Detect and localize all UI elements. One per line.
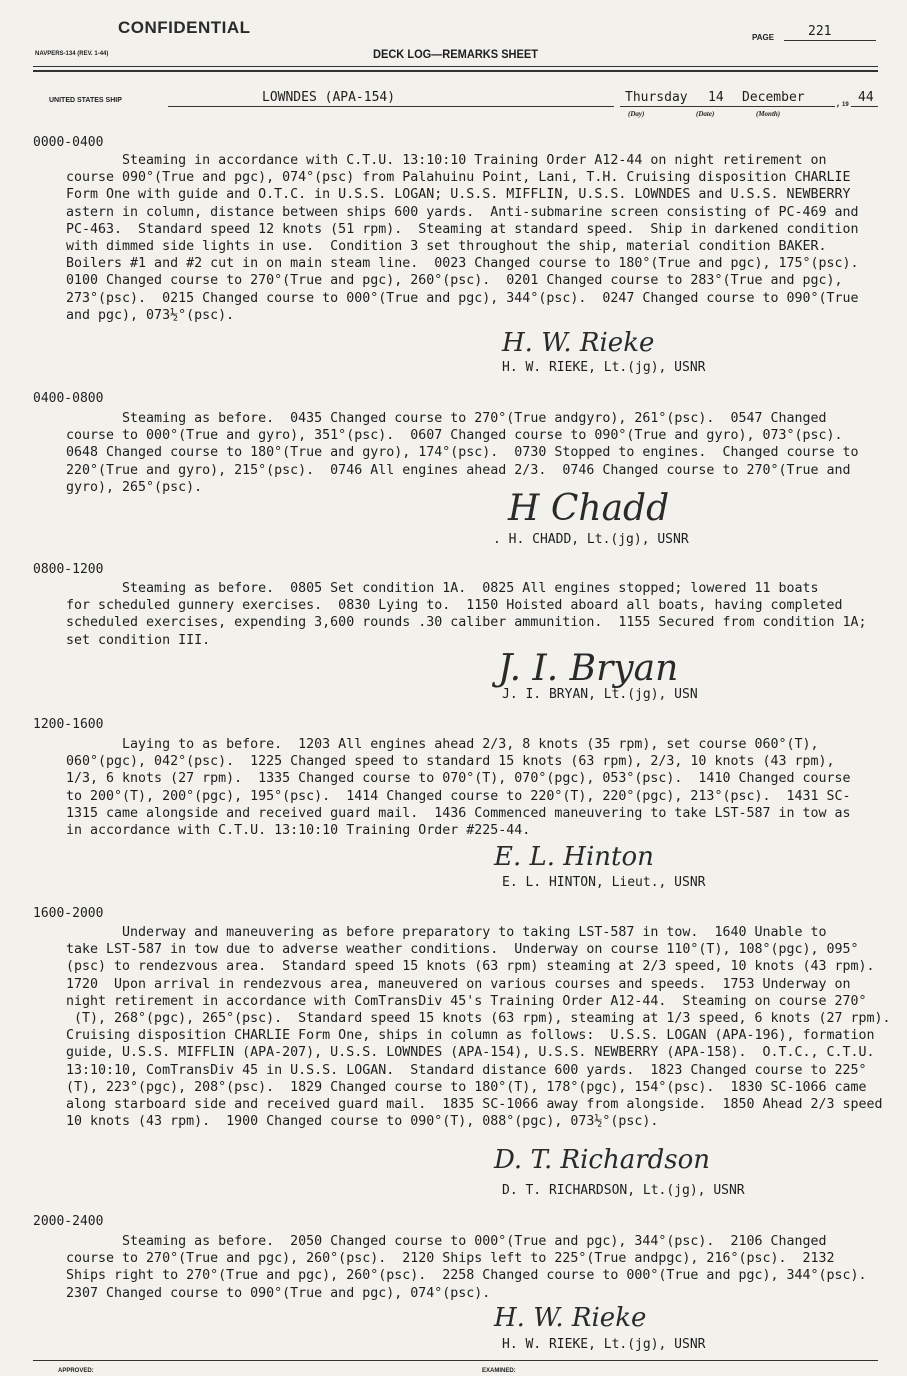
remark-line: and pgc), 073½°(psc).: [66, 307, 235, 323]
officer-signature-name: . H. CHADD, Lt.(jg), USNR: [493, 532, 689, 547]
handwritten-signature: D. T. Richardson: [494, 1145, 711, 1175]
remark-line: Steaming as before. 0435 Changed course to 270°(True andgyro), 261°(psc). 0547 Changed: [66, 411, 827, 426]
remark-line: Form One with guide and O.T.C. in U.S.S. LOGAN; U.S.S. MIFFLIN, U.S.S. LOWNDES and U.S.S. NEWBERRY: [66, 187, 851, 203]
remark-line: gyro), 265°(psc).: [66, 479, 203, 495]
remark-line: scheduled exercises, expending 3,600 rounds .30 caliber ammunition. 1155 Secured from condition 1A;: [66, 615, 867, 631]
remark-line: Boilers #1 and #2 cut in on main steam line. 0023 Changed course to 180°(True and pgc), 175°(psc).: [66, 256, 859, 272]
watch-label: 0800-1200: [33, 562, 104, 577]
remark-line: set condition III.: [66, 632, 211, 648]
remark-line: guide, U.S.S. MIFFLIN (APA-207), U.S.S. LOWNDES (APA-154), U.S.S. NEWBERRY (APA-158). O.T.C., C.T.U.: [66, 1045, 875, 1061]
log-date: 14: [708, 90, 724, 105]
ship-underline: [168, 106, 614, 107]
year-prefix: 19: [842, 102, 849, 108]
remark-line: 1720 Upon arrival in rendezvous area, maneuvered on various courses and speeds. 1753 Underway on: [66, 976, 851, 992]
log-day: Thursday: [625, 90, 688, 105]
watch-remarks: [33, 580, 893, 649]
log-year: 44: [858, 90, 874, 105]
footer-divider: [33, 1360, 878, 1361]
watch-label: 1600-2000: [33, 906, 104, 921]
officer-signature-name: H. W. RIEKE, Lt.(jg), USNR: [502, 360, 706, 375]
remark-line: in accordance with C.T.U. 13:10:10 Training Order #225-44.: [66, 823, 531, 839]
watch-remarks: [33, 152, 893, 324]
remark-line: 10 knots (43 rpm). 1900 Changed course to 090°(T), 088°(pgc), 073½°(psc).: [66, 1114, 659, 1130]
month-caption: (Month): [756, 110, 781, 118]
remark-line: 0100 Changed course to 270°(True and pgc), 260°(psc). 0201 Changed course to 283°(True and pgc),: [66, 273, 843, 289]
ship-name: LOWNDES (APA-154): [262, 90, 396, 105]
watch-remarks: [33, 1233, 893, 1302]
remark-line: (psc) to rendezvous area. Standard speed 15 knots (63 rpm) steaming at 2/3 speed, 10 knots (43 rpm).: [66, 959, 875, 975]
remark-line: to 200°(T), 200°(pgc), 195°(psc). 1414 Changed course to 220°(T), 220°(pgc), 213°(psc). 1431 SC-: [66, 788, 851, 804]
officer-signature-name: E. L. HINTON, Lieut., USNR: [502, 875, 706, 890]
handwritten-signature: H. W. Rieke: [494, 1303, 647, 1333]
remark-line: 1/3, 6 knots (27 rpm). 1335 Changed course to 070°(T), 070°(pgc), 053°(psc). 1410 Changed course: [66, 771, 851, 787]
remark-line: 1315 came alongside and received guard mail. 1436 Commenced maneuvering to take LST-587 in tow as: [66, 805, 851, 821]
examined-label: EXAMINED:: [482, 1368, 516, 1374]
day-caption: (Day): [628, 110, 645, 118]
handwritten-signature: H. W. Rieke: [502, 328, 655, 358]
handwritten-signature: E. L. Hinton: [494, 842, 654, 872]
watch-remarks: [33, 736, 893, 839]
form-number: NAVPERS-134 (REV. 1-44): [35, 51, 109, 57]
remark-line: 273°(psc). 0215 Changed course to 000°(True and pgc), 344°(psc). 0247 Changed course to 090°(True: [66, 290, 859, 306]
year-comma: ,: [835, 98, 842, 109]
remark-line: along starboard side and received guard mail. 1835 SC-1066 away from alongside. 1850 Ahead 2/3 speed: [66, 1097, 883, 1113]
handwritten-signature: J. I. Bryan: [498, 648, 679, 689]
approved-label: APPROVED:: [58, 1368, 94, 1374]
officer-signature-name: H. W. RIEKE, Lt.(jg), USNR: [502, 1337, 706, 1352]
remark-line: 0648 Changed course to 180°(True and gyro), 174°(psc). 0730 Stopped to engines. Changed course to: [66, 445, 859, 461]
remark-line: course to 270°(True and pgc), 260°(psc). 2120 Ships left to 225°(True andpgc), 216°(psc). 2132: [66, 1251, 835, 1267]
page-number-underline: [784, 40, 876, 41]
remark-line: Steaming in accordance with C.T.U. 13:10:10 Training Order A12-44 on night retirement on: [66, 153, 827, 168]
watch-label: 0400-0800: [33, 391, 104, 406]
remark-line: Cruising disposition CHARLIE Form One, ships in column as follows: U.S.S. LOGAN (APA-196), formation: [66, 1028, 875, 1044]
sheet-title: DECK LOG—REMARKS SHEET: [373, 47, 538, 61]
remark-line: PC-463. Standard speed 12 knots (51 rpm). Steaming at standard speed. Ship in darkened condition: [66, 221, 859, 237]
remark-line: 13:10:10, ComTransDiv 45 in U.S.S. LOGAN. Standard distance 600 yards. 1823 Changed course to 225°: [66, 1062, 867, 1078]
officer-signature-name: J. I. BRYAN, Lt.(jg), USN: [502, 687, 698, 702]
remark-line: Ships right to 270°(True and pgc), 260°(psc). 2258 Changed course to 000°(True and pgc), 344°(psc).: [66, 1268, 867, 1284]
date-underline: [620, 106, 835, 107]
remark-line: take LST-587 in tow due to adverse weather conditions. Underway on course 110°(T), 108°(pgc), 095°: [66, 942, 859, 958]
officer-signature-name: D. T. RICHARDSON, Lt.(jg), USNR: [502, 1183, 745, 1198]
remark-line: (T), 268°(pgc), 265°(psc). Standard speed 15 knots (63 rpm), steaming at 1/3 speed, 6 knots (27 rpm).: [66, 1011, 891, 1027]
remark-line: course to 000°(True and gyro), 351°(psc). 0607 Changed course to 090°(True and gyro), 073°(psc).: [66, 428, 843, 444]
remark-line: for scheduled gunnery exercises. 0830 Lying to. 1150 Hoisted aboard all boats, having completed: [66, 598, 843, 614]
remark-line: 2307 Changed course to 090°(True and pgc), 074°(psc).: [66, 1285, 491, 1301]
remark-line: astern in column, distance between ships 600 yards. Anti-submarine screen consisting of PC-469 and: [66, 204, 859, 220]
remark-line: course 090°(True and pgc), 074°(psc) from Palahuinu Point, Lani, T.H. Cruising disposition CHARLIE: [66, 170, 851, 186]
remark-line: Steaming as before. 0805 Set condition 1A. 0825 All engines stopped; lowered 11 boats: [66, 581, 819, 596]
page-label: PAGE: [752, 33, 775, 42]
log-month: December: [742, 90, 805, 105]
header-divider-thick: [33, 70, 878, 72]
header-divider: [33, 66, 878, 67]
watch-label: 1200-1600: [33, 717, 104, 732]
watch-label: 0000-0400: [33, 135, 104, 150]
remark-line: Steaming as before. 2050 Changed course to 000°(True and pgc), 344°(psc). 2106 Changed: [66, 1234, 827, 1249]
remark-line: with dimmed side lights in use. Condition 3 set throughout the ship, material condition BAKER.: [66, 239, 827, 255]
year-underline: [851, 106, 878, 107]
remark-line: Laying to as before. 1203 All engines ahead 2/3, 8 knots (35 rpm), set course 060°(T),: [66, 737, 819, 752]
classification-stamp: CONFIDENTIAL: [118, 18, 251, 37]
remark-line: 220°(True and gyro), 215°(psc). 0746 All engines ahead 2/3. 0746 Changed course to 270°(True and: [66, 462, 851, 478]
handwritten-signature: H Chadd: [508, 488, 670, 529]
watch-label: 2000-2400: [33, 1214, 104, 1229]
date-caption: (Date): [696, 110, 715, 118]
remark-line: night retirement in accordance with ComTransDiv 45's Training Order A12-44. Steaming on course 270°: [66, 993, 867, 1009]
watch-remarks: [33, 410, 893, 496]
page-number: 221: [808, 24, 832, 39]
remark-line: Underway and maneuvering as before preparatory to taking LST-587 in tow. 1640 Unable to: [66, 925, 827, 940]
remark-line: (T), 223°(pgc), 208°(psc). 1829 Changed course to 180°(T), 178°(pgc), 154°(psc). 1830 SC-1066 came: [66, 1079, 867, 1095]
ship-label: UNITED STATES SHIP: [49, 97, 122, 104]
watch-remarks: [33, 924, 893, 1130]
remark-line: 060°(pgc), 042°(psc). 1225 Changed speed to standard 15 knots (63 rpm), 2/3, 10 knots (43 rpm),: [66, 754, 835, 770]
